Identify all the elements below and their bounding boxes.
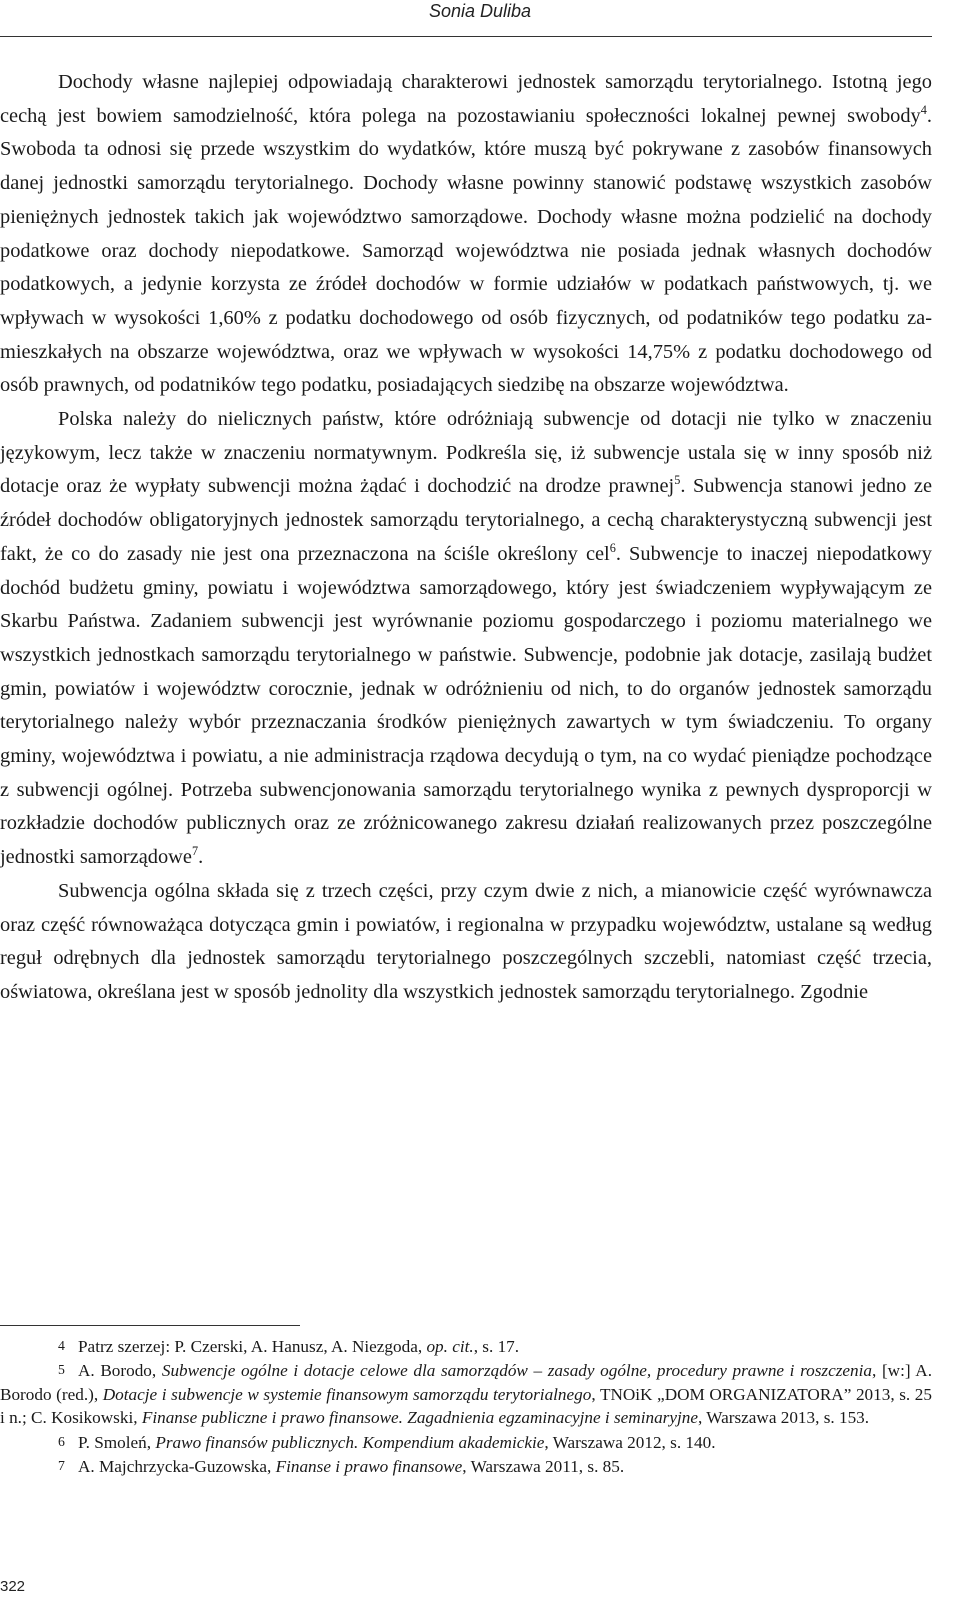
footnote-text: A. Borodo, [78,1361,162,1381]
footnote-text: , Warszawa 2012, s. 140. [544,1432,716,1452]
footnote-italic: Prawo finansów publicznych. Kompendium akademickie [155,1432,545,1452]
footnote-ref-6[interactable]: 6 [609,541,616,556]
paragraph-1 [0,66,932,403]
footnote-ref-4[interactable]: 4 [920,102,927,117]
paragraph-2-text-cont-2: . Subwencje to inaczej niepodatkowy dochód budżetu gminy, powiatu i województwa samorządowego, który jest świadczeniem wypływającym ze Skarbu Państwa. Zadaniem subwencji jest wyrównanie poziomu gospodarczego i poziomu materialnego we wszystkich jednostkach samorządu terytorialnego w państwie. Subwencje, podobnie jak dotacje, zasilają budżet gmin, powiatów i województw corocznie, jednak w odróżnieniu od nich, to do organów jednostek samorządu terytorialnego należy wybór przeznaczania środków pieniężnych zawartych w tym świadczeniu. To organy gminy, województwa i powiatu, a nie administracja rządowa decydują o tym, na co wydać pieniądze pochodzące z subwencji ogólnej. Potrzeba subwencjonowania samorządu terytorialnego wynika z pewnych dysproporcji w rozkładzie dochodów publicznych oraz ze zróżnicowanego zakresu działań realizowanych przez poszczególne jednostki samorządowe [0,542,932,869]
footnote-italic: Finanse publiczne i prawo finansowe. Zagadnienia egzaminacyjne i seminaryjne [141,1408,698,1428]
running-header-author: Sonia Duliba [428,1,532,21]
paragraph-2-text-end: . [198,846,204,869]
footnotes [0,1334,932,1478]
header-rule [0,36,932,37]
paragraph-1-text-cont: . Swoboda ta odnosi się przede wszystkim do wydatków, które muszą być pokrywane z zasobów finansowych danej jednostki samorządu terytorialnego. Dochody własne powinny stanowić podstawę wszystkich zasobów pieniężnych jednostek takich jak województwo samorządowe. Dochody własne można podzielić na dochody podatkowe oraz dochody niepodatkowe. Samorząd województwa nie posiada jednak własnych dochodów podatkowych, a jedynie korzysta ze źródeł dochodów w formie udziałów w podatkach państwowych, tj. we wpływach w wysokości 1,60% z podatku dochodowego od osób fizycznych, od podatników tego podatku zamieszkałych na obszarze województwa, oraz we wpływach w wysokości 14,75% z podatku dochodowego od osób prawnych, od podatników tego podatku, posiadających siedzibę na obszarze województwa. [0,104,932,397]
footnote-4 [0,1334,932,1358]
footnote-text: , Warszawa 2013, s. 153. [697,1408,870,1428]
footnote-italic: Finanse i prawo finansowe [275,1457,463,1477]
footnote-number: 6 [58,1433,65,1449]
body-text [0,66,932,1010]
footnote-italic: Subwencje ogólne i dotacje celowe dla samorządów – zasady ogólne, procedury prawne i roszczenia [161,1361,873,1381]
footnote-text: , s. 17. [473,1337,520,1356]
paragraph-2-text: Polska należy do nielicznych państw, które odróżniają subwencje od dotacji nie tylko w znaczeniu językowym, lecz także w znaczeniu normatywnym. Podkreśla się, iż subwencje ustala się w inny sposób niż dotacje oraz że wypłaty subwencji można żądać i dochodzić na drodze prawnej [0,408,932,498]
page-number: 322 [0,1578,26,1595]
footnote-text: P. Smoleń, [78,1432,156,1452]
paragraph-2 [0,403,932,875]
footnote-6 [0,1430,932,1454]
footnote-text: , [w:] A. Borodo (red.), [0,1361,932,1404]
footnote-italic: Dotacje i subwencje w systemie finansowym samorządu terytorialnego [102,1384,592,1404]
footnote-number: 5 [58,1362,65,1378]
footnote-italic: op. cit. [426,1337,474,1356]
footnote-text: A. Majchrzycka-Guzowska, [78,1457,276,1477]
footnote-ref-7[interactable]: 7 [191,844,199,859]
footnote-number: 7 [58,1458,65,1474]
footnote-rule [0,1325,300,1326]
paragraph-3: Subwencja ogólna składa się z trzech części, przy czym dwie z nich, a mianowicie część wyrównawcza oraz część równoważąca dotycząca gmin i powiatów, i regionalna w przypadku województw, ustalane są według reguł odrębnych dla jednostek samorządu terytorialnego poszczególnych szczebli, natomiast część trzecia, oświatowa, określana jest w sposób jednolity dla wszystkich jednostek samorządu terytorialnego. Zgodnie [0,879,932,1003]
footnote-ref-5[interactable]: 5 [674,473,681,488]
footnote-text: , TNOiK „DOM ORGANIZATORA” 2013, s. 25 i n.; C. Kosikowski, [0,1384,932,1428]
footnote-number: 4 [58,1338,65,1353]
footnote-text: Patrz szerzej: P. Czerski, A. Hanusz, A. Niezgoda, [78,1337,427,1356]
footnote-text: , Warszawa 2011, s. 85. [462,1457,625,1477]
footnote-5 [0,1358,932,1429]
paragraph-2-text-cont: . Subwencja stanowi jedno ze źródeł dochodów obligatoryjnych jednostek samorządu terytorialnego, a cechą charakterystyczną subwencji jest fakt, że co do zasady nie jest ona przeznaczona na ściśle określony cel [0,475,932,565]
footnote-7 [0,1454,932,1478]
paragraph-1-text: Dochody własne najlepiej odpowiadają charakterowi jednostek samorządu terytorialnego. Istotną jego cechą jest bowiem samodzielność, która polega na pozostawianiu społeczności lokalnej pewnej swobody [0,71,932,127]
